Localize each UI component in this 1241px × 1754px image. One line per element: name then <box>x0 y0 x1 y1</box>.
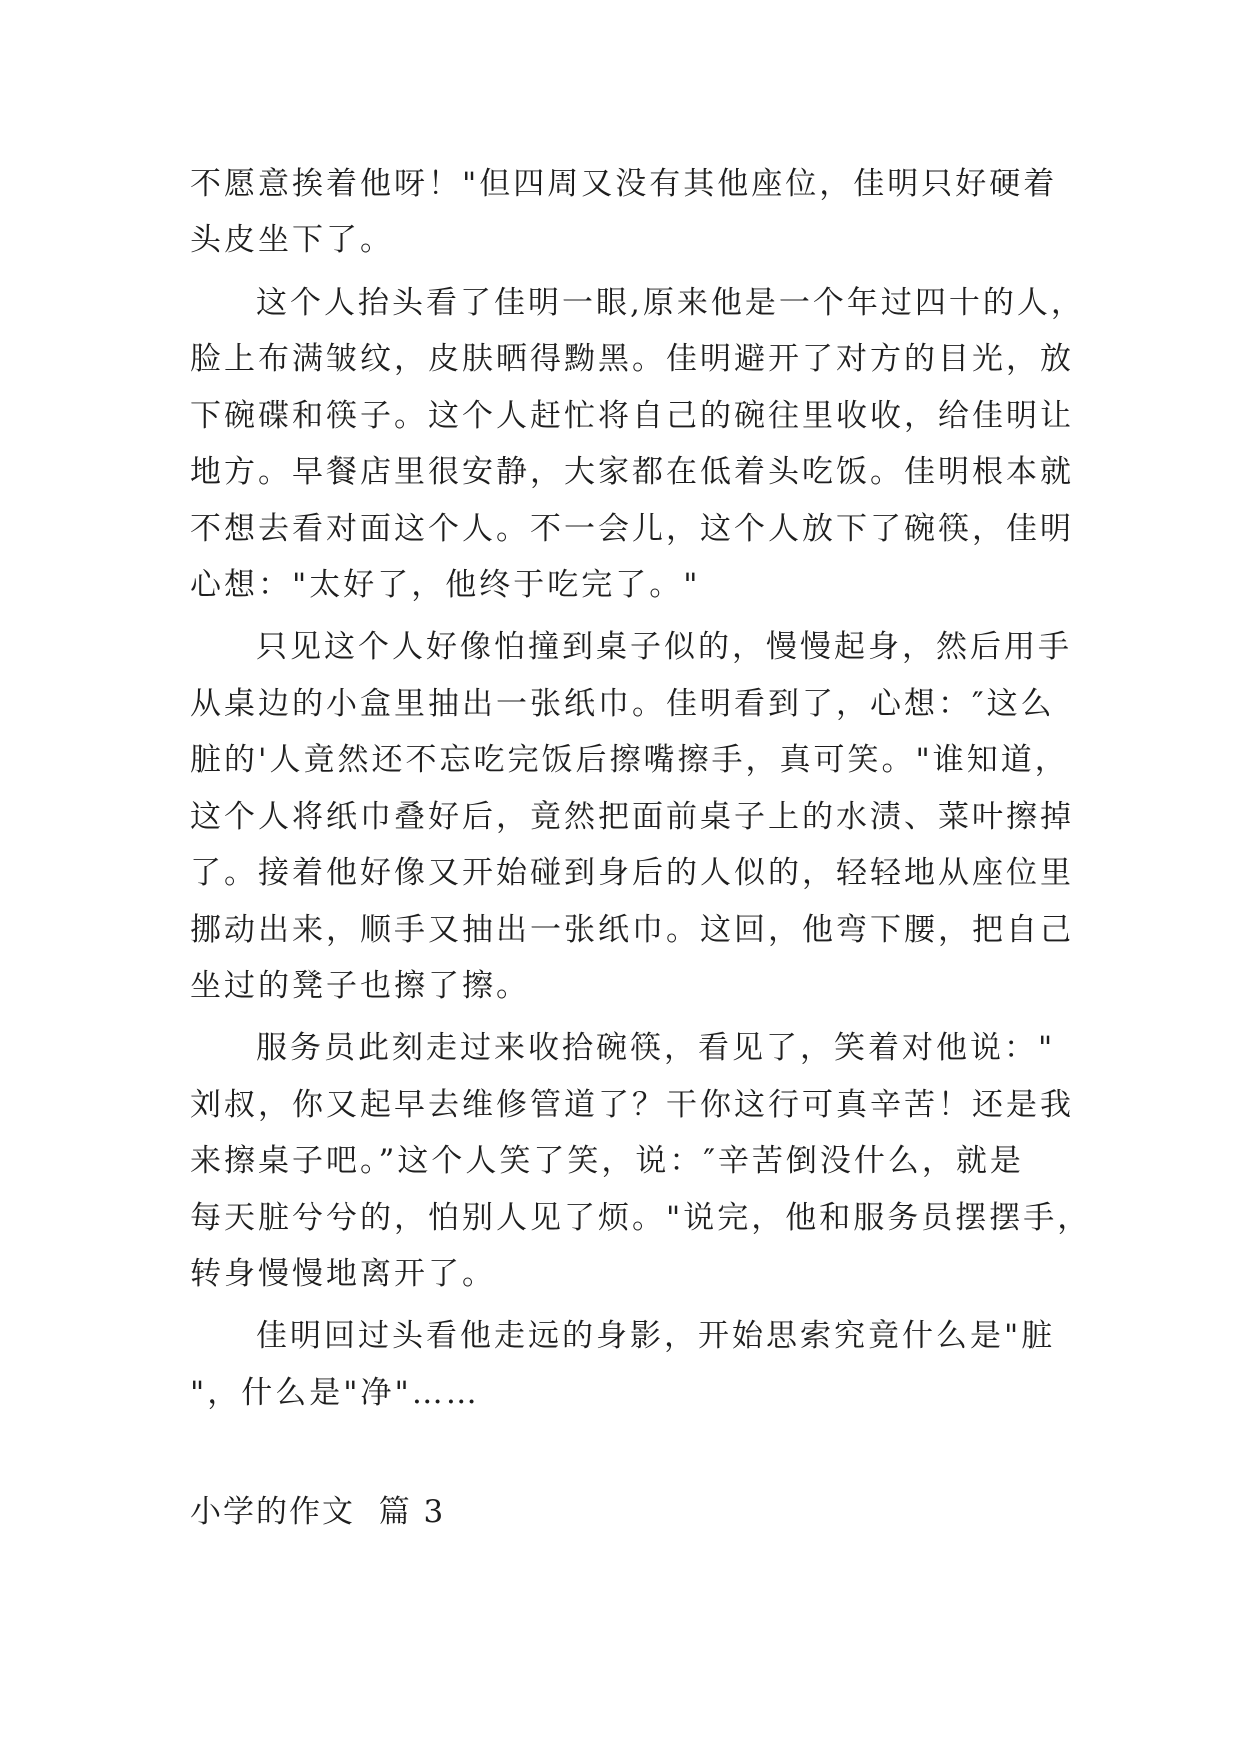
text-line: 刘叔，你又起早去维修管道了？干你这行可真辛苦！还是我 <box>190 1087 1074 1123</box>
text-line: "，什么是"净"…… <box>190 1375 480 1411</box>
text-line: 心想："太好了，他终于吃完了。" <box>190 567 701 603</box>
text-line: 转身慢慢地离开了。 <box>190 1256 496 1292</box>
paragraph-first-line: 只见这个人好像怕撞到桌子似的，慢慢起身，然后用手 <box>256 629 1072 665</box>
paragraph-first-line: 这个人抬头看了佳明一眼,原来他是一个年过四十的人， <box>256 285 1085 321</box>
text-line: 地方。早餐店里很安静，大家都在低着头吃饭。佳明根本就 <box>190 454 1074 490</box>
text-line: 下碗碟和筷子。这个人赶忙将自己的碗往里收收，给佳明让 <box>190 398 1074 434</box>
text-line: 头皮坐下了。 <box>190 222 394 258</box>
paragraph-first-line: 佳明回过头看他走远的身影，开始思索究竟什么是"脏 <box>256 1318 1056 1354</box>
text-line: 脸上布满皱纹，皮肤晒得黝黑。佳明避开了对方的目光，放 <box>190 341 1074 377</box>
section-heading: 小学的作文 篇 3 <box>190 1494 446 1530</box>
text-line: 了。接着他好像又开始碰到身后的人似的，轻轻地从座位里 <box>190 855 1074 891</box>
text-line: 脏的'人竟然还不忘吃完饭后擦嘴擦手，真可笑。"谁知道， <box>190 742 1069 778</box>
text-line: 这个人将纸巾叠好后，竟然把面前桌子上的水渍、菜叶擦掉 <box>190 799 1074 835</box>
paragraph-first-line: 服务员此刻走过来收拾碗筷，看见了，笑着对他说：" <box>256 1030 1056 1066</box>
text-line: 坐过的凳子也擦了擦。 <box>190 968 530 1004</box>
text-line: 挪动出来，顺手又抽出一张纸巾。这回，他弯下腰，把自己 <box>190 912 1074 948</box>
text-line: 不愿意挨着他呀！"但四周又没有其他座位，佳明只好硬着 <box>190 166 1058 202</box>
text-line: 从桌边的小盒里抽出一张纸巾。佳明看到了，心想：″这么 <box>190 686 1055 722</box>
text-line: 来擦桌子吧。”这个人笑了笑，说：″辛苦倒没什么，就是 <box>190 1143 1024 1179</box>
text-line: 不想去看对面这个人。不一会儿，这个人放下了碗筷，佳明 <box>190 511 1074 547</box>
text-line: 每天脏兮兮的，怕别人见了烦。"说完，他和服务员摆摆手， <box>190 1200 1092 1236</box>
